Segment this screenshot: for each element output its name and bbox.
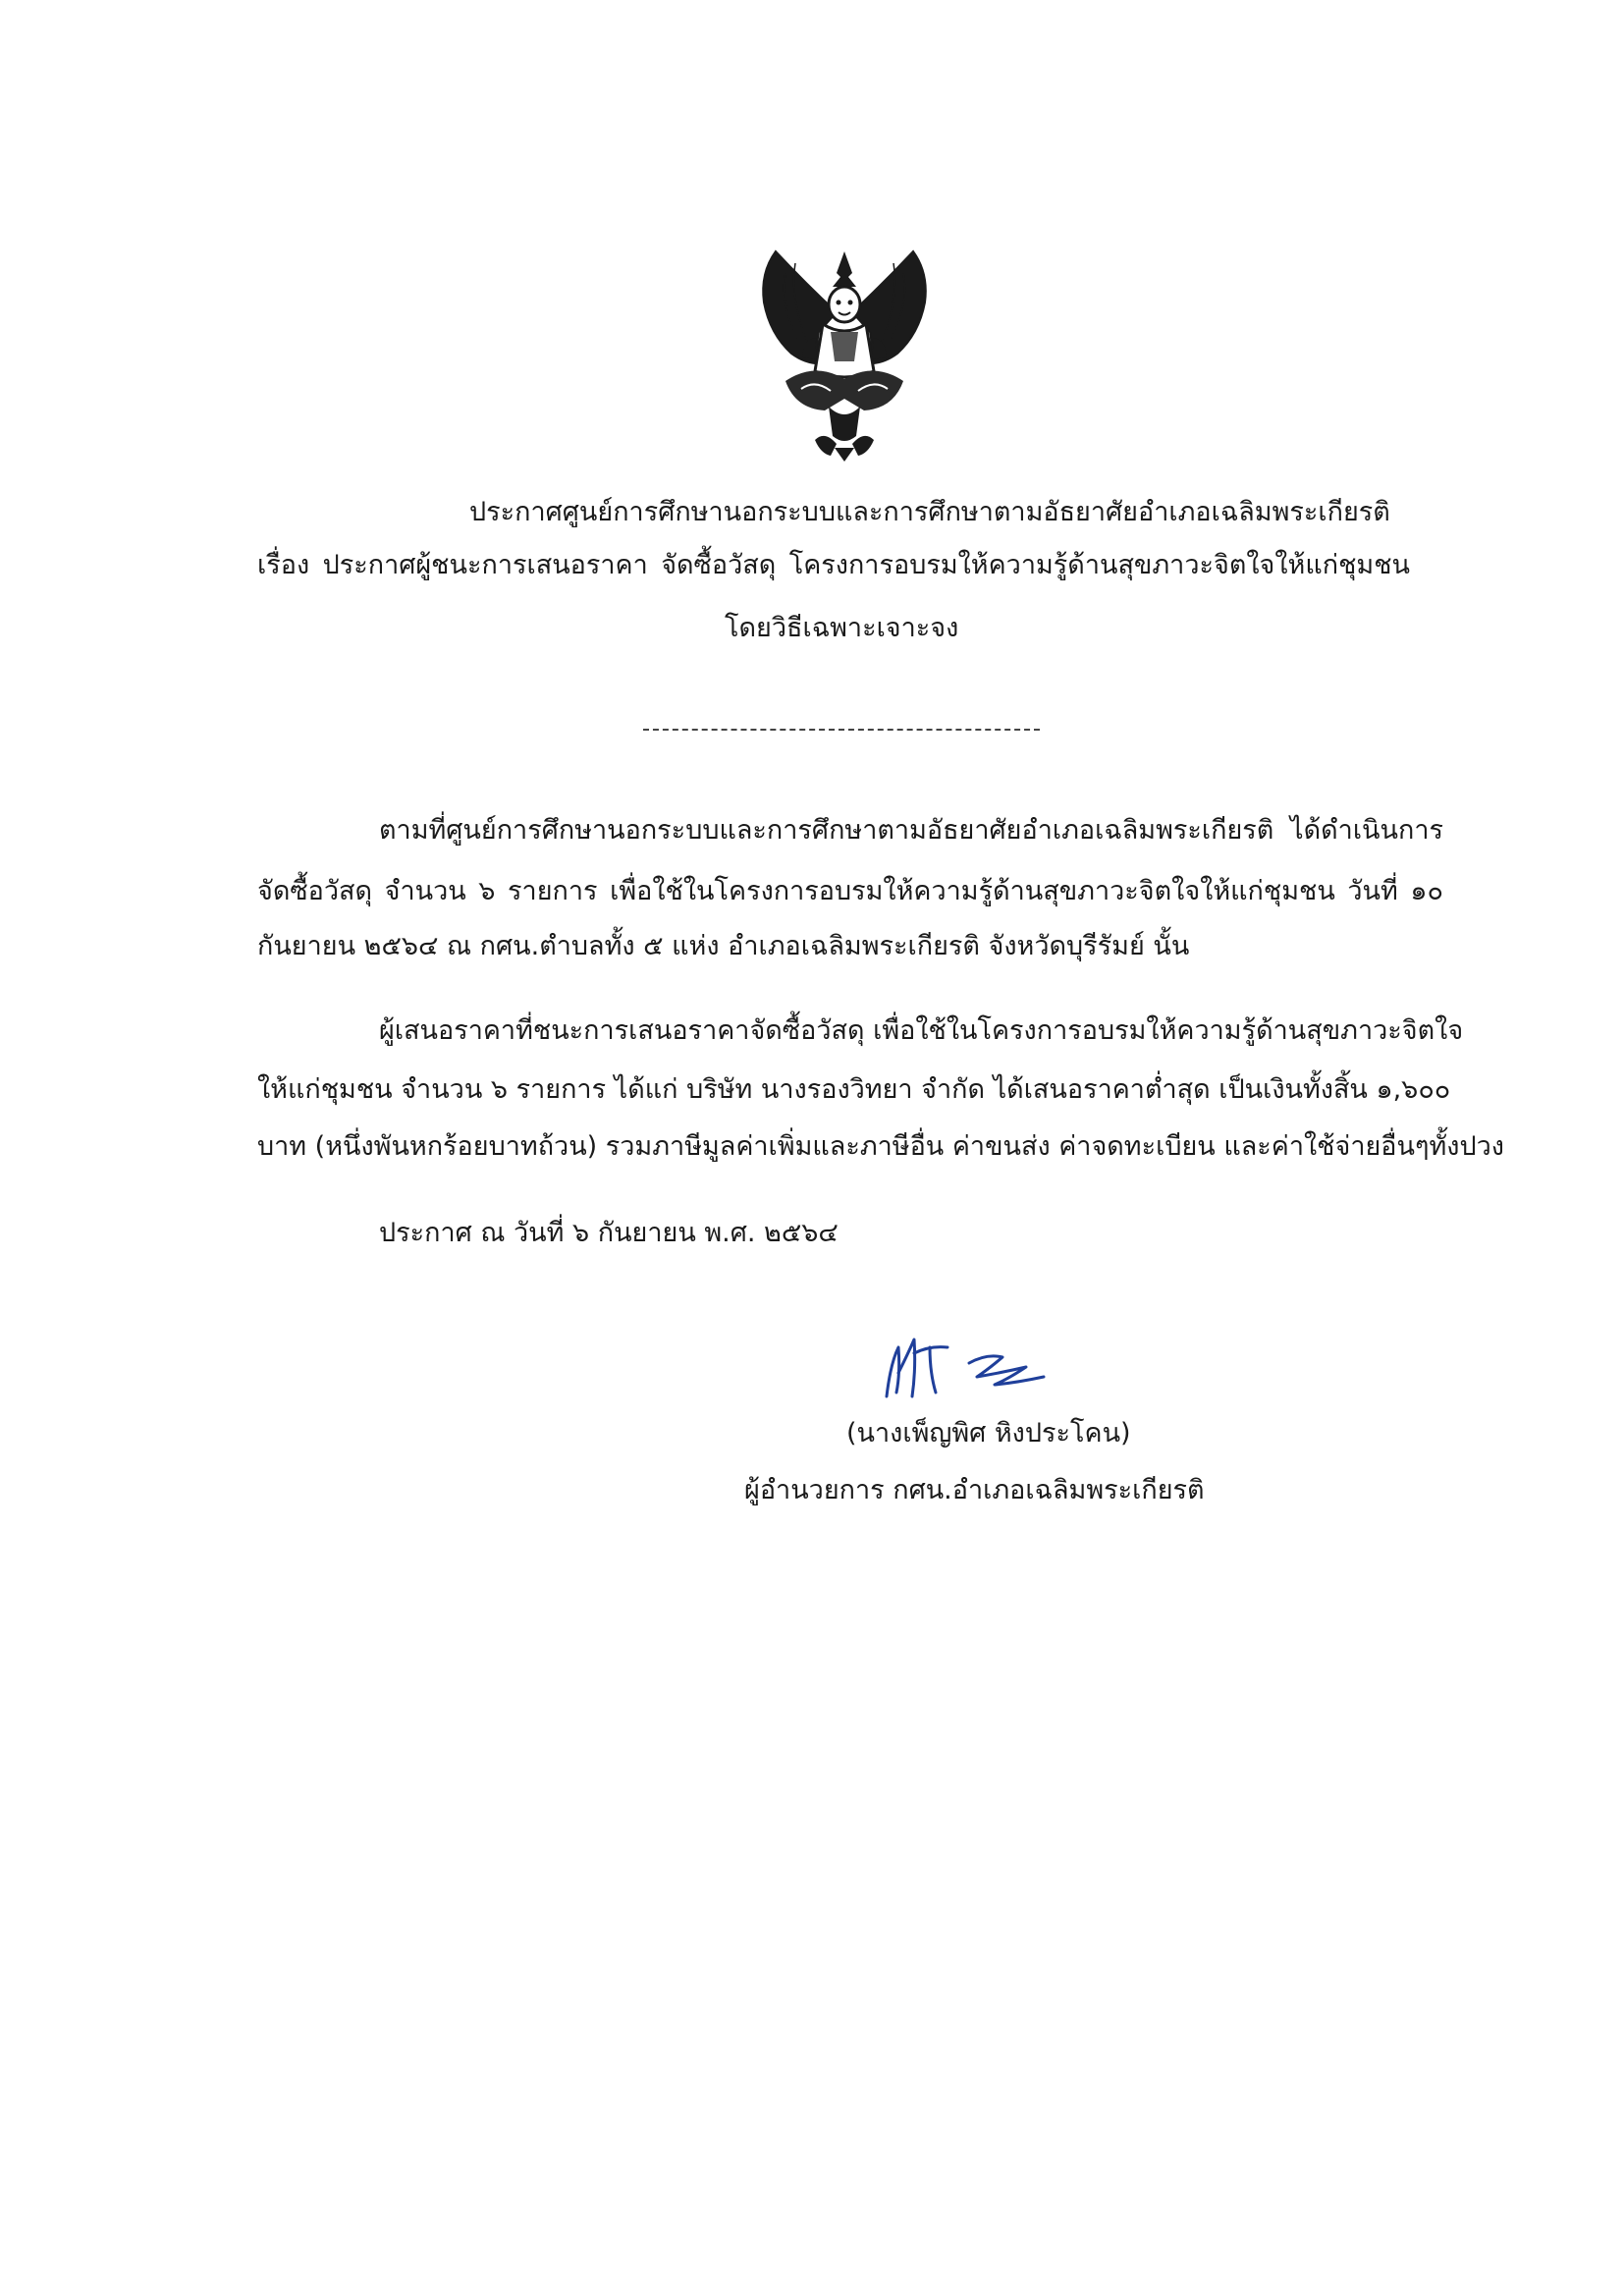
paragraph2-line1: ผู้เสนอราคาที่ชนะการเสนอราคาจัดซื้อวัสดุ เพื่อใช้ในโครงการอบรมให้ความรู้ด้านสุขภาวะจิตใจ xyxy=(379,1015,1464,1046)
announcement-subject: เรื่อง ประกาศผู้ชนะการเสนอราคา จัดซื้อวัสดุ โครงการอบรมให้ความรู้ด้านสุขภาวะจิตใจให้แก่ชุมชน xyxy=(257,550,1410,580)
header-divider xyxy=(643,729,1040,731)
paragraph2-line2: ให้แก่ชุมชน จำนวน ๖ รายการ ได้แก่ บริษัท นางรองวิทยา จำกัด ได้เสนอราคาต่ำสุด เป็นเงินทั้งสิ้น ๑,๖๐๐ xyxy=(257,1074,1451,1105)
procurement-method: โดยวิธีเฉพาะเจาะจง xyxy=(725,613,959,643)
paragraph1-line3: กันยายน ๒๕๖๔ ณ กศน.ตำบลทั้ง ๕ แห่ง อำเภอเฉลิมพระเกียรติ จังหวัดบุรีรัมย์ นั้น xyxy=(257,931,1190,961)
announcement-date: ประกาศ ณ วันที่ ๖ กันยายน พ.ศ. ๒๕๖๔ xyxy=(379,1218,839,1248)
garuda-emblem-icon xyxy=(746,244,943,462)
paragraph1-line1: ตามที่ศูนย์การศึกษานอกระบบและการศึกษาตามอัธยาศัยอำเภอเฉลิมพระเกียรติ ได้ดำเนินการ xyxy=(379,815,1443,846)
announcement-title: ประกาศศูนย์การศึกษานอกระบบและการศึกษาตามอัธยาศัยอำเภอเฉลิมพระเกียรติ xyxy=(469,497,1390,527)
signatory-position: ผู้อำนวยการ กศน.อำเภอเฉลิมพระเกียรติ xyxy=(744,1475,1205,1505)
signatory-name: (นางเพ็ญพิศ หิงประโคน) xyxy=(846,1418,1131,1449)
signature-image xyxy=(879,1334,1051,1404)
paragraph1-line2: จัดซื้อวัสดุ จำนวน ๖ รายการ เพื่อใช้ในโครงการอบรมให้ความรู้ด้านสุขภาวะจิตใจให้แก่ชุมชน วันที่ ๑๐ xyxy=(257,876,1443,906)
paragraph2-line3: บาท (หนึ่งพันหกร้อยบาทถ้วน) รวมภาษีมูลค่าเพิ่มและภาษีอื่น ค่าขนส่ง ค่าจดทะเบียน และค่าใช้จ่ายอื่นๆทั้งปวง xyxy=(257,1131,1504,1162)
